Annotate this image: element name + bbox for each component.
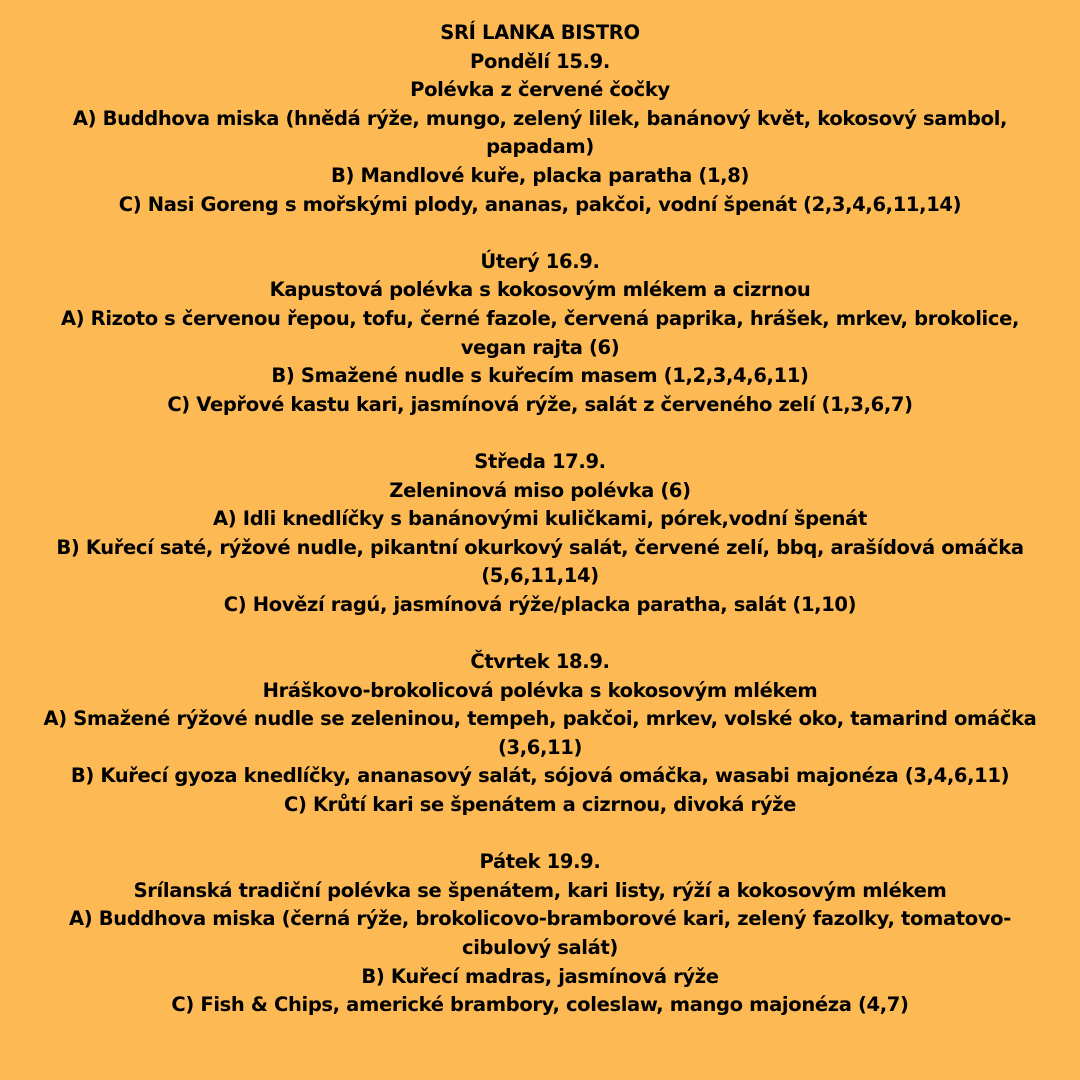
day-tuesday	[0, 248, 1080, 420]
menu-line: B) Kuřecí gyoza knedlíčky, ananasový salát, sójová omáčka, wasabi majonéza (3,4,6,11)	[70, 764, 1010, 788]
menu-line: A) Buddhova miska (černá rýže, brokolicovo-bramborové kari, zelený fazolky, tomatovo-	[69, 907, 1011, 931]
menu-line: B) Smažené nudle s kuřecím masem (1,2,3,4,6,11)	[271, 364, 809, 388]
day-date: Pondělí 15.9.	[470, 49, 610, 73]
day-thursday	[0, 648, 1080, 820]
menu-line: A) Buddhova miska (hnědá rýže, mungo, zelený lilek, banánový květ, kokosový sambol,	[72, 106, 1008, 130]
day-soup: Srílanská tradiční polévka se špenátem, kari listy, rýží a kokosovým mlékem	[133, 878, 947, 902]
menu-line: A) Rizoto s červenou řepou, tofu, černé fazole, červená paprika, hrášek, mrkev, brokolice,	[60, 306, 1020, 330]
menu-line: papadam)	[486, 135, 594, 159]
day-date: Středa 17.9.	[474, 449, 606, 473]
day-date: Úterý 16.9.	[480, 249, 600, 273]
restaurant-title: SRÍ LANKA BISTRO	[440, 21, 640, 44]
menu-line: C) Vepřové kastu kari, jasmínová rýže, salát z červeného zelí (1,3,6,7)	[167, 392, 913, 416]
menu-line: C) Fish & Chips, americké brambory, coleslaw, mango majonéza (4,7)	[171, 993, 909, 1017]
menu-line: (5,6,11,14)	[481, 564, 599, 588]
menu-line: C) Hovězí ragú, jasmínová rýže/placka paratha, salát (1,10)	[223, 592, 857, 616]
menu-line: C) Krůtí kari se špenátem a cizrnou, divoká rýže	[283, 793, 797, 817]
day-soup: Hráškovo-brokolicová polévka s kokosovým mlékem	[262, 678, 818, 702]
menu-line: B) Kuřecí madras, jasmínová rýže	[361, 964, 719, 988]
menu-line: vegan rajta (6)	[460, 335, 620, 359]
menu-line: B) Kuřecí saté, rýžové nudle, pikantní okurkový salát, červené zelí, bbq, arašídová omáčka	[56, 535, 1024, 559]
menu-line: A) Smažené rýžové nudle se zeleninou, tempeh, pakčoi, mrkev, volské oko, tamarind omáčka	[43, 707, 1037, 731]
menu-line: (3,6,11)	[497, 735, 583, 759]
day-monday	[0, 48, 1080, 220]
day-soup: Kapustová polévka s kokosovým mlékem a cizrnou	[269, 278, 811, 302]
menu-line: A) Idli knedlíčky s banánovými kuličkami, pórek,vodní špenát	[213, 507, 867, 531]
day-soup: Zeleninová miso polévka (6)	[389, 478, 691, 502]
day-wednesday	[0, 448, 1080, 620]
menu-line: C) Nasi Goreng s mořskými plody, ananas, pakčoi, vodní špenát (2,3,4,6,11,14)	[118, 192, 962, 216]
day-date: Čtvrtek 18.9.	[470, 650, 610, 674]
day-friday	[0, 848, 1080, 1020]
day-date: Pátek 19.9.	[479, 850, 601, 874]
day-soup: Polévka z červené čočky	[410, 78, 670, 102]
menu-line: B) Mandlové kuře, placka paratha (1,8)	[330, 163, 750, 187]
menu-line: cibulový salát)	[462, 936, 618, 959]
